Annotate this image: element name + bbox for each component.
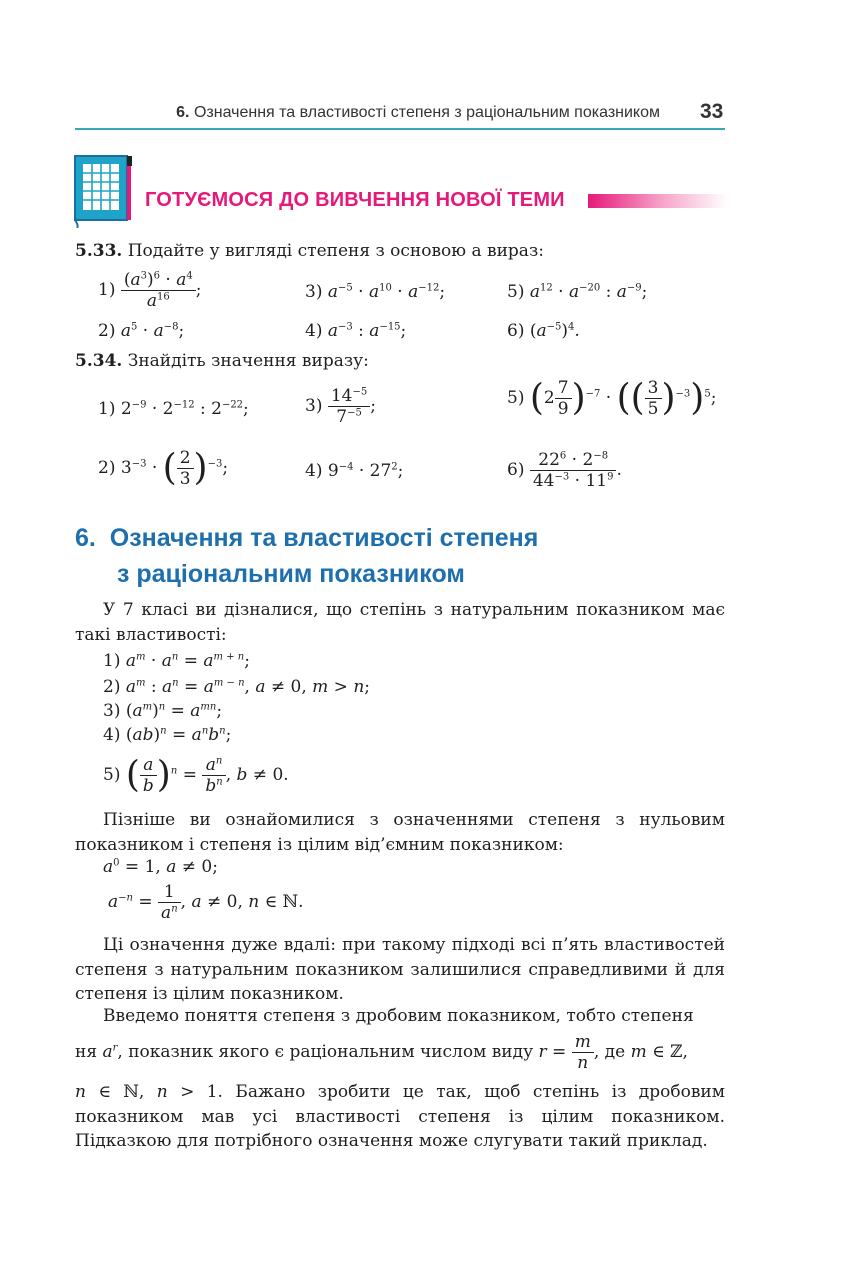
section-title-line2: з раціональним показником: [117, 560, 465, 588]
text-run: де: [604, 1042, 626, 1062]
math-fraction: $\frac{a^n}{b^n}$: [202, 755, 225, 796]
exercise-5-34-heading: [75, 350, 369, 372]
exercise-task: Знайдіть значення виразу:: [127, 351, 369, 371]
item-label: 1): [98, 280, 116, 300]
ex533-item-6: 6) $(a^{-5})^4$.: [507, 321, 580, 341]
header-section-number: 6.: [176, 104, 190, 121]
exercise-number: 5.34.: [75, 351, 123, 371]
definition-zero-exponent: $a^0 = 1$, a ≠ 0;: [103, 857, 218, 877]
ex533-item-5: 5) $a^{12} \cdot a^{-20}$ : $a^{-9}$;: [507, 282, 648, 302]
item-label: 3): [305, 396, 323, 416]
paragraph-good-definitions: Ці означення дуже вдалі: при такому підході всі п’ять властивостей степеня з натуральним показником залишилися справедливими й для степеня із цілим показником.: [75, 935, 725, 1004]
item-label: 3): [305, 282, 323, 302]
paragraph-fractional-intro: [75, 1004, 725, 1029]
exercise-number: 5.33.: [75, 241, 123, 261]
section-title: [75, 520, 538, 592]
ex533-item-4: 4) $a^{-3}$ : $a^{-15}$;: [305, 321, 407, 341]
ex534-item-6: 6) $\frac{22^6 \cdot 2^{-8}}{44^{-3} \cdot 11^9}$ .: [507, 450, 622, 491]
exercise-task: Подайте у вигляді степеня з основою a вираз:: [127, 241, 544, 261]
property-4: 4) $(ab)^n = a^nb^n$;: [103, 725, 232, 745]
item-label: 4): [305, 461, 323, 481]
text-run: Введемо поняття степеня з дробовим показником, тобто степеня: [103, 1006, 694, 1026]
property-2: 2) $a^m$ : $a^n = a^{m - n}$, a ≠ 0, m > n;: [103, 677, 371, 697]
math-fraction: $\frac{(a^3)^6 \cdot a^4}{a^{16}}$: [121, 270, 196, 311]
fractional-definition-line: ня $a^r$, показник якого є раціональним числом виду r = $\frac{m}{n}$ , де m ∈ ℤ,: [75, 1032, 688, 1073]
text-run: , показник якого є раціональним числом виду: [117, 1042, 534, 1062]
header-rule: [75, 128, 725, 130]
math-fraction: $\frac{2}{3}$: [177, 448, 194, 489]
paragraph-definitions: Пізніше ви ознайомилися з означеннями степеня з нульовим показником і степеня із цілим від’ємним показником:: [75, 810, 725, 855]
math-fraction: $\frac{a}{b}$: [140, 755, 157, 796]
ex533-item-1: 1) $\frac{(a^3)^6 \cdot a^4}{a^{16}}$ ;: [98, 270, 202, 311]
prep-gradient-bar: [588, 194, 728, 208]
math-fraction: $\frac{m}{n}$: [572, 1032, 594, 1073]
ex534-item-1: 1) $2^{-9} \cdot 2^{-12}$ : $2^{-22}$;: [98, 399, 249, 419]
math-fraction: $\frac{14^{-5}}{7^{-5}}$: [328, 386, 370, 427]
item-label: 6): [507, 321, 525, 341]
item-label: 6): [507, 460, 525, 480]
prep-title: ГОТУЄМОСЯ ДО ВИВЧЕННЯ НОВОЇ ТЕМИ: [145, 189, 565, 211]
section-number: 6.: [75, 524, 96, 552]
section-title-line1: Означення та властивості степеня: [109, 524, 539, 552]
ex533-item-2: 2) $a^5 \cdot a^{-8}$;: [98, 321, 185, 341]
definition-negative-exponent: $a^{-n}$ = $\frac{1}{a^n}$ , a ≠ 0, n ∈ ℕ.: [108, 882, 304, 923]
paragraph-fractional-end: n ∈ ℕ, n > 1. Бажано зробити це так, щоб степінь із дробовим показником мав усі властивості степеня із цілим показником. Підказкою для потрібного означення може слугувати такий приклад.: [75, 1082, 725, 1151]
item-label: 1): [98, 399, 116, 419]
running-header: [140, 104, 660, 122]
page-number: 33: [700, 100, 724, 123]
property-3: 3) $(a^m)^n = a^{mn}$;: [103, 701, 223, 721]
header-section-title: Означення та властивості степеня з раціональним показником: [193, 104, 660, 121]
math-fraction: $\frac{1}{a^n}$: [158, 882, 181, 923]
item-label: 2): [98, 321, 116, 341]
ex534-item-5: 5) (2 $\frac{7}{9}$ )$^{-7}$ · (( $\frac{3}{5}$ )$^{-3}$)$^5$;: [507, 377, 717, 419]
property-1: 1) $a^m \cdot a^n = a^{m + n}$;: [103, 651, 250, 671]
text-run: Бажано зробити це так, щоб степінь із дробовим показником мав усі властивості степеня із цілим показником. Підказкою для потрібного означення може слугувати такий приклад.: [75, 1082, 725, 1151]
math-fraction: $\frac{3}{5}$: [645, 378, 662, 419]
exercise-5-33-heading: [75, 240, 544, 262]
ex534-item-3: 3) $\frac{14^{-5}}{7^{-5}}$ ;: [305, 386, 376, 427]
ex534-item-2: 2) $3^{-3}$ · ( $\frac{2}{3}$ )$^{-3}$;: [98, 447, 229, 489]
item-label: 4): [305, 321, 323, 341]
item-label: 5): [507, 388, 525, 408]
math-fraction: $\frac{22^6 \cdot 2^{-8}}{44^{-3} \cdot 11^9}$: [530, 450, 617, 491]
item-label: 5): [507, 282, 525, 302]
notebook-icon: [73, 152, 135, 228]
math-fraction: $\frac{7}{9}$: [555, 378, 572, 419]
paragraph-intro: У 7 класі ви дізналися, що степінь з натуральним показником має такі властивості:: [75, 600, 725, 645]
item-label: 2): [98, 458, 116, 478]
property-5: 5) ( $\frac{a}{b}$ )$^n$ = $\frac{a^n}{b^n}$ , b ≠ 0.: [103, 754, 289, 796]
ex534-item-4: 4) $9^{-4} \cdot 27^2$;: [305, 461, 404, 481]
ex533-item-3: 3) $a^{-5} \cdot a^{10} \cdot a^{-12}$;: [305, 282, 446, 302]
